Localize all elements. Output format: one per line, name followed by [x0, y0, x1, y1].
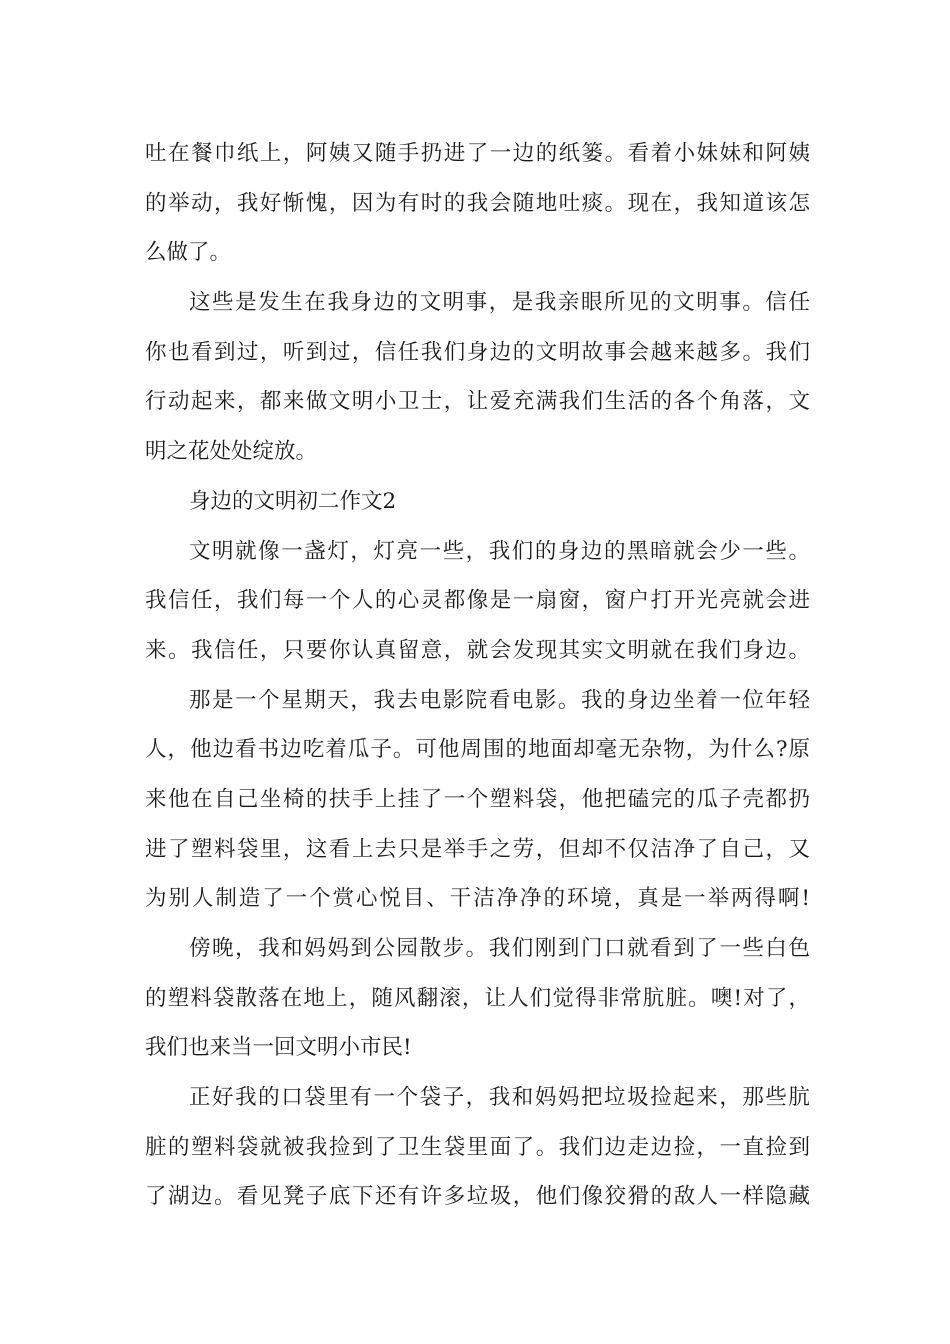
text-line: 傍晚，我和妈妈到公园散步。我们刚到门口就看到了一些白色 [189, 936, 810, 961]
text-line: 为别人制造了一个赏心悦目、干洁净净的环境，真是一举两得啊! [145, 886, 810, 912]
text-line: 正好我的口袋里有一个袋子，我和妈妈把垃圾捡起来，那些肮 [189, 1085, 810, 1111]
text-line: 的塑料袋散落在地上，随风翻滚，让人们觉得非常肮脏。噢!对了， [145, 985, 810, 1011]
text-line: 明之花处处绽放。 [145, 439, 318, 465]
text-line: 你也看到过，听到过，信任我们身边的文明故事会越来越多。我们 [145, 339, 810, 365]
text-line: 脏的塑料袋就被我捡到了卫生袋里面了。我们边走边捡，一直捡到 [145, 1134, 810, 1160]
text-line: 我们也来当一回文明小市民! [145, 1035, 412, 1061]
text-line: 来。我信任，只要你认真留意，就会发现其实文明就在我们身边。 [145, 637, 810, 663]
text-line: 那是一个星期天，我去电影院看电影。我的身边坐着一位年轻 [189, 687, 810, 713]
text-line: 吐在餐巾纸上，阿姨又随手扔进了一边的纸篓。看着小妹妹和阿姨 [145, 141, 810, 166]
text-line: 么做了。 [145, 240, 232, 266]
text-line: 我信任，我们每一个人的心灵都像是一扇窗，窗户打开光亮就会进 [145, 588, 810, 614]
text-line: 来他在自己坐椅的扶手上挂了一个塑料袋，他把磕完的瓜子壳都扔 [145, 786, 810, 812]
text-line: 人，他边看书边吃着瓜子。可他周围的地面却毫无杂物，为什么?原 [145, 737, 810, 763]
text-line: 行动起来，都来做文明小卫士，让爱充满我们生活的各个角落，文 [145, 389, 810, 415]
text-line: 的举动，我好惭愧，因为有时的我会随地吐痰。现在，我知道该怎 [145, 190, 810, 216]
text-line: 文明就像一盏灯，灯亮一些，我们的身边的黑暗就会少一些。 [189, 538, 810, 564]
text-line: 身边的文明初二作文2 [189, 488, 397, 514]
document-body [145, 129, 810, 1222]
text-line: 这些是发生在我身边的文明事，是我亲眼所见的文明事。信任 [189, 290, 810, 316]
text-line: 进了塑料袋里，这看上去只是举手之劳，但却不仅洁净了自己，又 [145, 836, 810, 862]
text-line: 了湖边。看见凳子底下还有许多垃圾，他们像狡猾的敌人一样隐藏 [145, 1184, 810, 1210]
